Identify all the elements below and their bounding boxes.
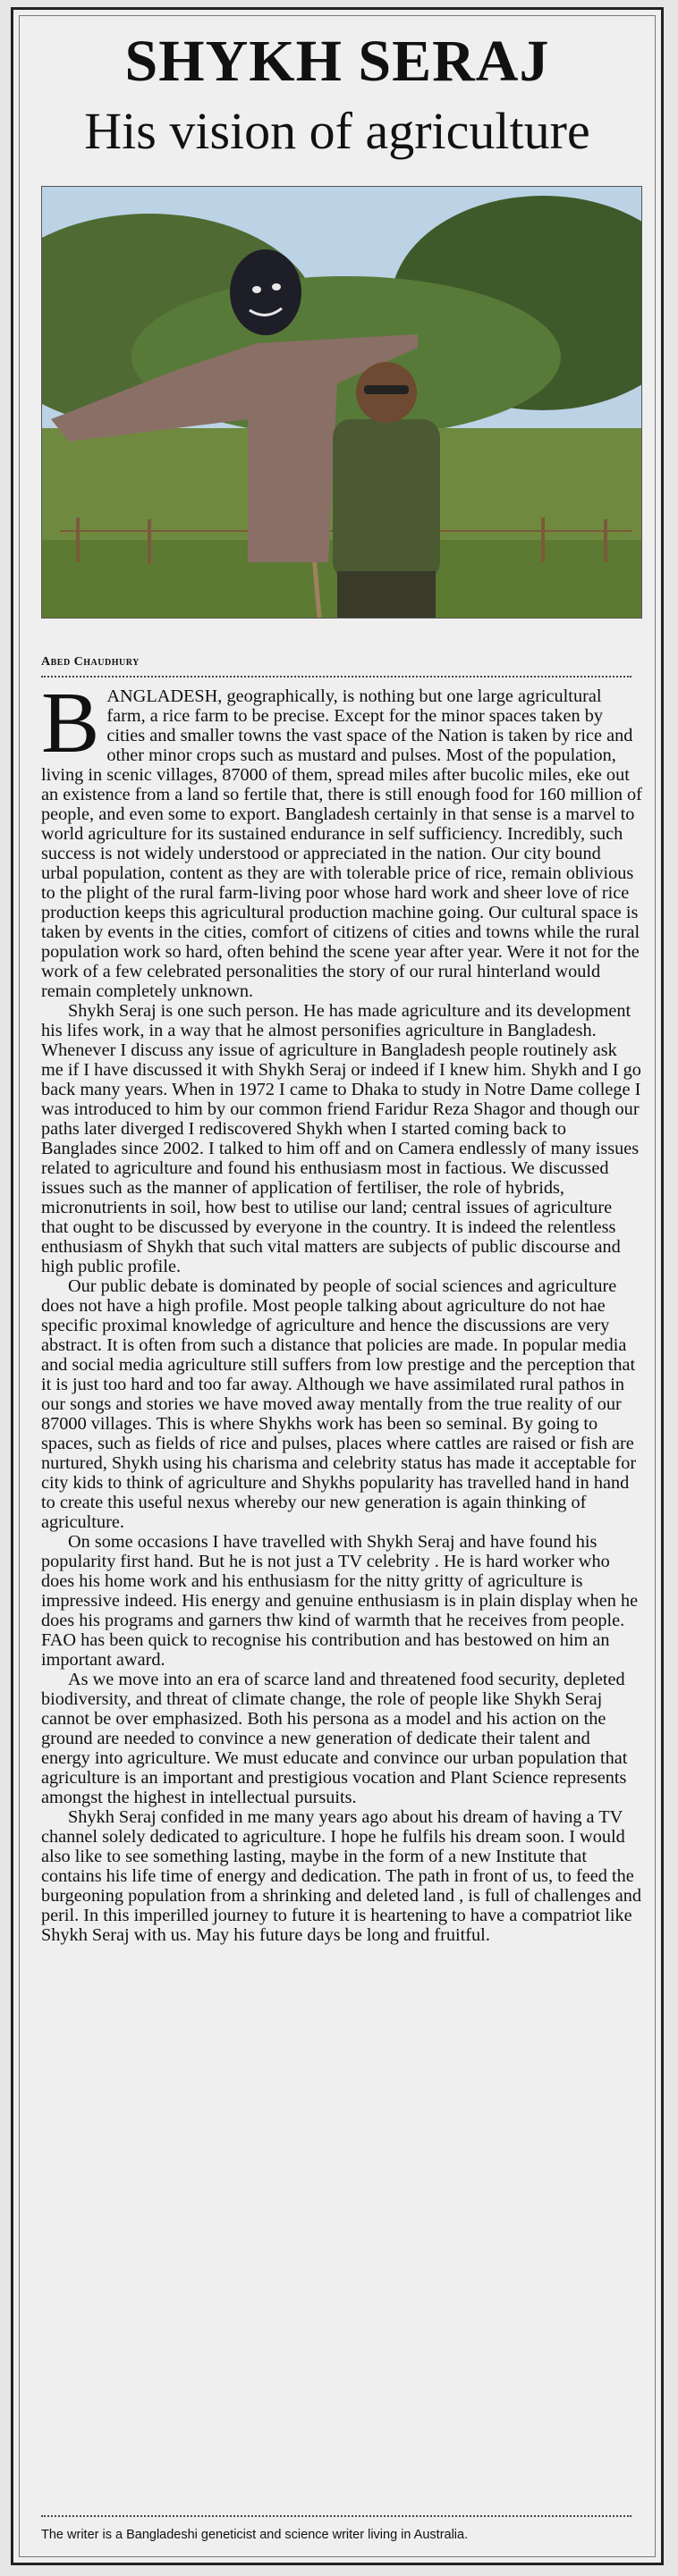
paragraph: On some occasions I have travelled with Shykh Seraj and have found his popularity first hand. But he is not just a TV celebrity . He is hard worker who does his home work and his enthusiasm for the nitty gritty of agriculture is impressive indeed. His energy and genuine enthusiasm is in plain display when he does his programs and garners thw kind of warmth that he receives from people. FAO has been quick to recognise his contribution and has bestowed on him an important award. [41, 1532, 639, 1670]
photo-illustration [42, 187, 641, 618]
paragraph: Shykh Seraj is one such person. He has made agriculture and its development his lifes work, in a way that he almost personifies agriculture in Bangladesh. Whenever I discuss any issue of agriculture in Bangladesh people routinely ask me if I have discussed it with Shykh Seraj or indeed if I knew him. Shykh and I go back many years. When in 1972 I came to Dhaka to study in Notre Dame college I was introduced to him by our common friend Faridur Reza Shagor and though our paths later diverged I rediscovered Shykh when I started coming back to Banglades since 2002. I talked to him off and on Camera endlessly of many issues related to agriculture and found his enthusiasm most in factious. We discussed issues such as the manner of application of fertiliser, the role of hybrids, micronutrients in soil, how best to utilise our land; central issues of agriculture that ought to be discussed by everyone in the country. It is indeed the relentless enthusiasm of Shykh that such vital matters are subjects of public discourse and high public profile. [41, 1001, 641, 1276]
paragraph: Shykh Seraj confided in me many years ago about his dream of having a TV channel solely dedicated to agriculture. I hope he fulfils his dream soon. I would also like to see something lasting, maybe in the form of a new Institute that contains his life time of energy and dedication. The path in front of us, to feed the burgeoning population from a shrinking and deleted land , is full of challenges and peril. In this imperilled journey to future it is heartening to have a compatriot like Shykh Seraj with us. May his future days be long and fruitful. [41, 1807, 642, 1945]
headline: SHYKH SERAJ [124, 29, 550, 94]
scarecrow-head [230, 249, 301, 335]
drop-cap: B [41, 675, 100, 771]
article-frame [11, 7, 664, 2565]
article-photo [41, 186, 642, 619]
article-body [41, 675, 642, 1945]
paragraph: As we move into an era of scarce land and threatened food security, depleted biodiversity, and threat of climate change, the role of people like Shykh Seraj cannot be over emphasized. Both his persona as a model and his action on the ground are needed to convince a new generation of dedicate their talent and energy into agriculture. We must educate and convince our urban population that agriculture is an important and prestigious vocation and Plant Science represents amongst the highest in intellectual pursuits. [41, 1670, 628, 1807]
subheadline: His vision of agriculture [84, 102, 590, 160]
dotted-divider [41, 2515, 631, 2517]
byline: Abed Chaudhury [41, 655, 140, 669]
author-note: The writer is a Bangladeshi geneticist and science writer living in Australia. [41, 2528, 469, 2542]
paragraph: Our public debate is dominated by people of social sciences and agriculture does not have a high profile. Most people talking about agriculture do not hae specific proximal knowledge of agriculture and hence the discussions are very abstract. It is often from such a distance that policies are made. In popular media and social media agriculture still suffers from low prestige and the perception that it is just too hard and too far away. Although we have assimilated rural pathos in our songs and stories we have moved away mentally from the true reality of our 87000 villages. This is where Shykhs work has been so seminal. By going to spaces, such as fields of rice and pulses, places where cattles are raised or fish are nurtured, Shykh using his charisma and celebrity status has made it acceptable for city kids to think of agriculture and Shykhs popularity has travelled hand in hand to create this useful nexus whereby our new generation is again thinking of agriculture. [41, 1276, 637, 1532]
dotted-divider [41, 676, 631, 678]
paragraph: BANGLADESH, geographically, is nothing but one large agricultural farm, a rice farm to be precise. Except for the minor spaces taken by cities and smaller towns the vast space of the Nation is taken by rice and other minor crops such as mustard and pulses. Most of the population, living in scenic villages, 87000 of them, spread miles after bucolic miles, eke out an existence from a land so fertile that, there is still enough food for 160 million of people, and even some to export. Bangladesh certainly in that sense is a marvel to world agriculture for its sustained endurance in self sufficiency. Incredibly, such success is not widely understood or appreciated in the nation. Our city bound urbal population, content as they are with tolerable price of rice, remain oblivious to the plight of the rural farm-living poor whose hard work and sheer love of rice production keeps this agricultural production machine going. Our cultural space is taken by events in the cities, comfort of citizens of cities and towns while the rural population work so hard, often behind the scene year after year. Were it not for the work of a few celebrated personalities the story of our rural hinterland would remain completely unknown. [41, 675, 642, 1001]
article-inner-border [19, 15, 656, 2557]
